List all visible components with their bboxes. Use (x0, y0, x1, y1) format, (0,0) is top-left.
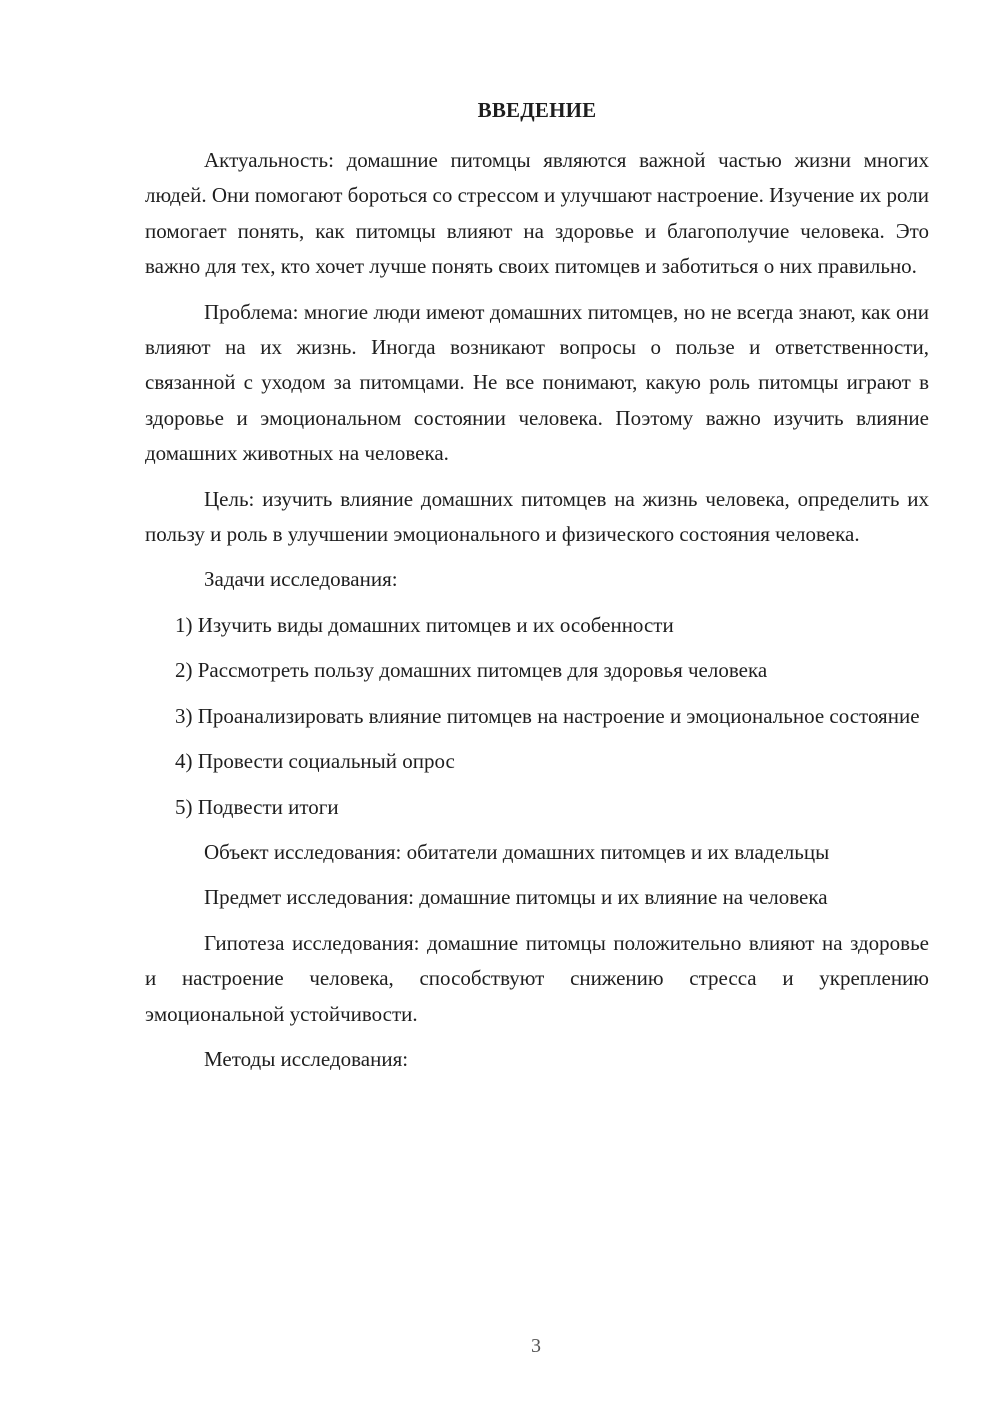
task-item-4: 4) Провести социальный опрос (175, 749, 455, 774)
methods-title: Методы исследования: (204, 1046, 409, 1071)
hypothesis-paragraph: Гипотеза исследования: домашние питомцы положительно влияют на здоровье и настроение человека, способствуют снижению стресса и укреплению эмоциональной устойчивости. (145, 930, 929, 1026)
goal-paragraph: Цель: изучить влияние домашних питомцев на жизнь человека, определить их пользу и роль в улучшении эмоционального и физического состояния человека. (145, 486, 929, 547)
task-item-5: 5) Подвести итоги (175, 794, 339, 819)
subject-paragraph: Предмет исследования: домашние питомцы и их влияние на человека (204, 885, 828, 910)
task-item-1: 1) Изучить виды домашних питомцев и их особенности (175, 612, 674, 637)
tasks-title: Задачи исследования: (204, 567, 398, 592)
task-item-3: 3) Проанализировать влияние питомцев на настроение и эмоциональное состояние (175, 703, 920, 728)
task-item-2: 2) Рассмотреть пользу домашних питомцев для здоровья человека (175, 658, 768, 683)
page-number: 3 (531, 1335, 541, 1357)
object-paragraph: Объект исследования: обитатели домашних питомцев и их владельцы (204, 839, 830, 864)
section-heading: ВВЕДЕНИЕ (477, 98, 597, 122)
relevance-paragraph: Актуальность: домашние питомцы являются важной частью жизни многих людей. Они помогают бороться со стрессом и улучшают настроение. Изучение их роли помогает понять, как питомцы влияют на здоровье и благополучие человека. Это важно для тех, кто хочет лучше понять своих питомцев и заботиться о них правильно. (145, 148, 929, 279)
problem-paragraph: Проблема: многие люди имеют домашних питомцев, но не всегда знают, как они влияют на их жизнь. Иногда возникают вопросы о пользе и ответственности, связанной с уходом за питомцами. Не все понимают, какую роль питомцы играют в здоровье и эмоциональном состоянии человека. Поэтому важно изучить влияние домашних животных на человека. (145, 299, 929, 466)
document-page (145, 93, 929, 1087)
